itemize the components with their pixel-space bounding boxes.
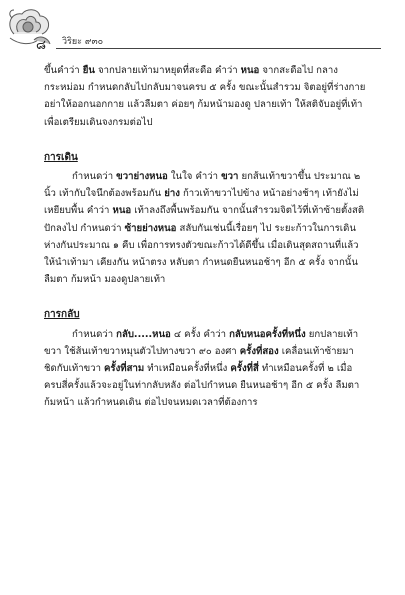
- text-run: กำหนดว่า: [72, 171, 117, 183]
- running-title: วิริยะ ๙๓๐: [62, 37, 104, 47]
- text-run: เคลื่อนเท้าซ้ายมาชิดกับเท้าขวา: [44, 345, 354, 375]
- text-run: เท้าลงถึงพื้นพร้อมกัน จากนั้นสำรวมจิตไว้ที่เท้าซ้ายตั้งสติปักลงไป กำหนดว่า: [44, 205, 365, 234]
- bold-term: ครั้งที่สาม: [104, 363, 145, 375]
- text-run: ในใจ คำว่า: [167, 171, 222, 183]
- text-run: ขึ้นคำว่า: [44, 65, 83, 76]
- text-run: ยกปลายเท้าขวา ใช้ส้นเท้าขวาหมุนตัวไปทางขวา ๙๐ องศา: [44, 328, 359, 357]
- text-run: ก้าวเท้าขวาไปข้าง หน้าอย่างช้าๆ เท้ายังไม่เหยียบพื้น คำว่า: [44, 188, 359, 217]
- page-body: [44, 62, 366, 412]
- bold-term: ขวาย่างหนอ: [116, 171, 168, 183]
- bold-term: หนอ: [240, 65, 260, 76]
- heading-turning: การกลับ: [44, 309, 80, 321]
- heading-walking: การเดิน: [44, 151, 78, 163]
- bold-term: ย่าง: [164, 188, 180, 200]
- bold-term: ยืน: [82, 65, 95, 76]
- bold-term: กลับหนอครั้งที่หนึ่ง: [229, 328, 306, 340]
- bold-term: กลับ.....หนอ: [116, 328, 171, 340]
- text-run: จากสะดือไป กลางกระหม่อม กำหนดกลับไปกลับมาจนครบ ๕ ครั้ง ขณะนั้นสำรวม จิตอยู่ที่ร่างกาย อย่าให้ออกนอกกาย แล้วลืมตา ค่อยๆ ก้มหน้ามองดู ปลายเท้า ให้สติจับอยู่ที่เท้าเพื่อเตรียมเดินจงกรมต่อไป: [44, 65, 366, 128]
- intro-paragraph: [44, 62, 366, 131]
- bold-term: ซ้ายย่างหนอ: [124, 222, 177, 234]
- text-run: สลับกันเช่นนี้เรื่อยๆ ไป ระยะก้าวในการเดินห่างกันประมาณ ๑ คืบ เพื่อการทรงตัวขณะก้าวได้ดีขึ้น เมื่อเดินสุดสถานที่แล้ว ให้นำเท้ามา เคียงกัน หน้าตรง หลับตา กำหนดยืนหนอช้าๆ อีก ๕ ครั้ง จากนั้น ลืมตา ก้มหน้า มองดูปลายเท้า: [44, 222, 359, 286]
- text-run: จากปลายเท้ามาหยุดที่สะดือ คำว่า: [94, 65, 241, 76]
- text-run: ยกส้นเท้าขวาขึ้น ประมาณ ๒ นิ้ว เท้ากับใจนึกต้องพร้อมกัน: [44, 171, 361, 200]
- page-header: [0, 0, 405, 60]
- header-rule: [56, 48, 381, 49]
- page-number: ๘: [36, 38, 47, 53]
- walking-paragraph: [44, 168, 366, 288]
- bold-term: ครั้งที่สอง: [239, 345, 279, 357]
- bold-term: ขวา: [221, 171, 239, 183]
- bold-term: หนอ: [112, 205, 132, 217]
- text-run: กำหนดว่า: [72, 328, 117, 340]
- turning-paragraph: [44, 326, 366, 412]
- bold-term: ครั้งที่สี่: [230, 363, 259, 375]
- flower-ornament-icon: [4, 4, 56, 52]
- text-run: ๔ ครั้ง คำว่า: [170, 328, 230, 340]
- text-run: ทำเหมือนครั้งที่หนึ่ง: [144, 363, 231, 375]
- text-run: ทำเหมือนครั้งที่ ๒ เมื่อครบสี่ครั้งแล้วจะอยู่ในท่ากลับหลัง ต่อไปกำหนด ยืนหนอช้าๆ อีก ๕ ครั้ง ลืมตา ก้มหน้า แล้วกำหนดเดิน ต่อไปจนหมดเวลาที่ต้องการ: [44, 363, 360, 409]
